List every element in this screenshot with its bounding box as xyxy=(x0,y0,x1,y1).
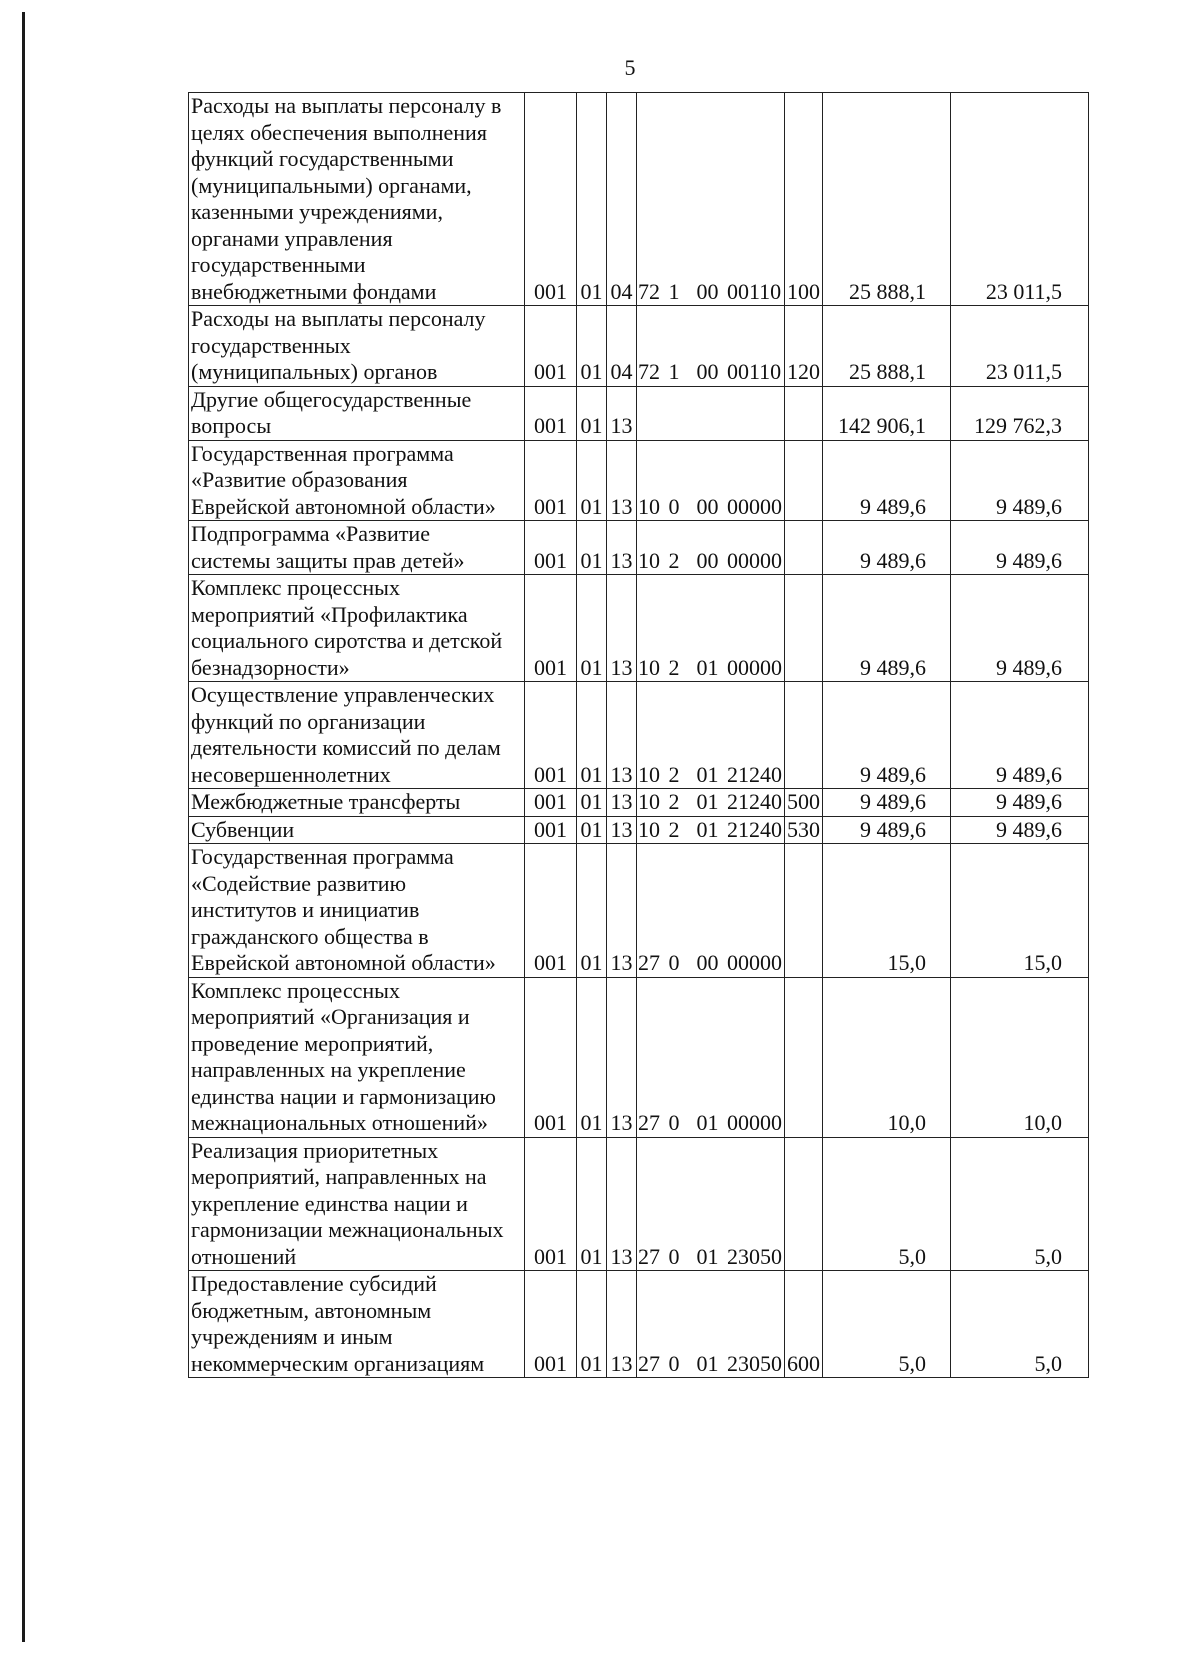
row-name-cell: Комплекс процессных мероприятий «Профилактика социального сиротства и детской безнадзорности» xyxy=(189,575,525,682)
row-amount-1-cell: 142 906,1 xyxy=(823,386,951,440)
row-gr-cell: 001 xyxy=(525,440,577,521)
row-amount-2-cell: 9 489,6 xyxy=(951,816,1089,844)
row-vr-cell: 120 xyxy=(785,306,823,387)
row-gr-cell: 001 xyxy=(525,816,577,844)
row-vr-cell xyxy=(785,440,823,521)
table-row xyxy=(189,440,1089,521)
row-csr-cell: 72 1 00 00110 xyxy=(637,306,785,387)
row-csr-cell: 10 2 01 21240 xyxy=(637,816,785,844)
row-vr-cell xyxy=(785,682,823,789)
table-row xyxy=(189,386,1089,440)
row-amount-1-cell: 15,0 xyxy=(823,844,951,978)
row-name-cell: Осуществление управленческих функций по организации деятельности комиссий по делам несовершеннолетних xyxy=(189,682,525,789)
row-amount-2-cell: 15,0 xyxy=(951,844,1089,978)
page-number: 5 xyxy=(624,55,636,80)
row-gr-cell: 001 xyxy=(525,575,577,682)
row-amount-1-cell: 5,0 xyxy=(823,1271,951,1378)
table-row xyxy=(189,977,1089,1137)
row-amount-2-cell: 129 762,3 xyxy=(951,386,1089,440)
row-csr-cell xyxy=(637,386,785,440)
row-rz-cell: 01 xyxy=(577,386,607,440)
row-rz-cell: 01 xyxy=(577,521,607,575)
row-rz-cell: 01 xyxy=(577,93,607,306)
row-gr-cell: 001 xyxy=(525,386,577,440)
row-rz-cell: 01 xyxy=(577,844,607,978)
row-gr-cell: 001 xyxy=(525,789,577,817)
row-rz-cell: 01 xyxy=(577,440,607,521)
row-vr-cell: 100 xyxy=(785,93,823,306)
row-pr-cell: 13 xyxy=(607,977,637,1137)
row-name-cell: Подпрограмма «Развитие системы защиты прав детей» xyxy=(189,521,525,575)
table-row xyxy=(189,521,1089,575)
row-rz-cell: 01 xyxy=(577,1137,607,1271)
row-amount-2-cell: 9 489,6 xyxy=(951,682,1089,789)
row-amount-2-cell: 5,0 xyxy=(951,1137,1089,1271)
row-csr-cell: 10 0 00 00000 xyxy=(637,440,785,521)
row-amount-1-cell: 5,0 xyxy=(823,1137,951,1271)
row-pr-cell: 04 xyxy=(607,306,637,387)
row-vr-cell xyxy=(785,1137,823,1271)
row-name-cell: Другие общегосударственные вопросы xyxy=(189,386,525,440)
row-vr-cell xyxy=(785,521,823,575)
row-pr-cell: 13 xyxy=(607,440,637,521)
budget-table xyxy=(188,92,1089,1378)
table-row xyxy=(189,306,1089,387)
row-csr-cell: 27 0 01 23050 xyxy=(637,1137,785,1271)
row-pr-cell: 13 xyxy=(607,1271,637,1378)
row-vr-cell: 500 xyxy=(785,789,823,817)
row-amount-2-cell: 10,0 xyxy=(951,977,1089,1137)
row-vr-cell: 530 xyxy=(785,816,823,844)
row-amount-2-cell: 23 011,5 xyxy=(951,306,1089,387)
row-pr-cell: 13 xyxy=(607,521,637,575)
row-csr-cell: 27 0 01 23050 xyxy=(637,1271,785,1378)
row-csr-cell: 10 2 01 21240 xyxy=(637,682,785,789)
row-name-cell: Расходы на выплаты персоналу в целях обеспечения выполнения функций государственными (муниципальными) органами, казенными учреждениями, органами управления государственными внебюджетными фондами xyxy=(189,93,525,306)
row-csr-cell: 27 0 00 00000 xyxy=(637,844,785,978)
row-amount-1-cell: 25 888,1 xyxy=(823,93,951,306)
row-amount-1-cell: 10,0 xyxy=(823,977,951,1137)
row-pr-cell: 13 xyxy=(607,575,637,682)
row-amount-1-cell: 9 489,6 xyxy=(823,682,951,789)
row-rz-cell: 01 xyxy=(577,1271,607,1378)
row-gr-cell: 001 xyxy=(525,844,577,978)
row-amount-2-cell: 9 489,6 xyxy=(951,440,1089,521)
table-row xyxy=(189,93,1089,306)
table-row xyxy=(189,575,1089,682)
row-vr-cell xyxy=(785,386,823,440)
row-gr-cell: 001 xyxy=(525,977,577,1137)
table-row xyxy=(189,1271,1089,1378)
row-name-cell: Государственная программа «Развитие образования Еврейской автономной области» xyxy=(189,440,525,521)
row-gr-cell: 001 xyxy=(525,1271,577,1378)
row-amount-2-cell: 9 489,6 xyxy=(951,521,1089,575)
table-row xyxy=(189,1137,1089,1271)
row-gr-cell: 001 xyxy=(525,521,577,575)
row-csr-cell: 10 2 01 00000 xyxy=(637,575,785,682)
row-amount-1-cell: 9 489,6 xyxy=(823,816,951,844)
row-rz-cell: 01 xyxy=(577,575,607,682)
row-pr-cell: 13 xyxy=(607,789,637,817)
row-gr-cell: 001 xyxy=(525,682,577,789)
row-name-cell: Межбюджетные трансферты xyxy=(189,789,525,817)
row-amount-2-cell: 5,0 xyxy=(951,1271,1089,1378)
row-name-cell: Комплекс процессных мероприятий «Организация и проведение мероприятий, направленных на укрепление единства нации и гармонизацию межнациональных отношений» xyxy=(189,977,525,1137)
table-row xyxy=(189,682,1089,789)
row-pr-cell: 13 xyxy=(607,682,637,789)
row-pr-cell: 13 xyxy=(607,816,637,844)
row-gr-cell: 001 xyxy=(525,1137,577,1271)
row-amount-1-cell: 9 489,6 xyxy=(823,575,951,682)
row-amount-2-cell: 9 489,6 xyxy=(951,575,1089,682)
row-rz-cell: 01 xyxy=(577,816,607,844)
row-pr-cell: 13 xyxy=(607,1137,637,1271)
row-vr-cell: 600 xyxy=(785,1271,823,1378)
row-amount-1-cell: 9 489,6 xyxy=(823,521,951,575)
row-vr-cell xyxy=(785,575,823,682)
row-amount-1-cell: 25 888,1 xyxy=(823,306,951,387)
row-gr-cell: 001 xyxy=(525,93,577,306)
row-csr-cell: 10 2 01 21240 xyxy=(637,789,785,817)
row-gr-cell: 001 xyxy=(525,306,577,387)
table-row xyxy=(189,816,1089,844)
row-csr-cell: 10 2 00 00000 xyxy=(637,521,785,575)
row-vr-cell xyxy=(785,977,823,1137)
row-name-cell: Расходы на выплаты персоналу государственных (муниципальных) органов xyxy=(189,306,525,387)
row-rz-cell: 01 xyxy=(577,789,607,817)
row-amount-2-cell: 23 011,5 xyxy=(951,93,1089,306)
row-name-cell: Реализация приоритетных мероприятий, направленных на укрепление единства нации и гармонизации межнациональных отношений xyxy=(189,1137,525,1271)
row-amount-2-cell: 9 489,6 xyxy=(951,789,1089,817)
row-name-cell: Предоставление субсидий бюджетным, автономным учреждениям и иным некоммерческим организациям xyxy=(189,1271,525,1378)
table-row xyxy=(189,789,1089,817)
row-csr-cell: 72 1 00 00110 xyxy=(637,93,785,306)
row-rz-cell: 01 xyxy=(577,977,607,1137)
table-row xyxy=(189,844,1089,978)
row-rz-cell: 01 xyxy=(577,682,607,789)
row-vr-cell xyxy=(785,844,823,978)
row-name-cell: Субвенции xyxy=(189,816,525,844)
row-pr-cell: 04 xyxy=(607,93,637,306)
scan-border-line xyxy=(22,12,25,1642)
row-rz-cell: 01 xyxy=(577,306,607,387)
row-name-cell: Государственная программа «Содействие развитию институтов и инициатив гражданского общества в Еврейской автономной области» xyxy=(189,844,525,978)
row-amount-1-cell: 9 489,6 xyxy=(823,789,951,817)
table-body xyxy=(189,93,1089,1378)
row-csr-cell: 27 0 01 00000 xyxy=(637,977,785,1137)
row-pr-cell: 13 xyxy=(607,386,637,440)
row-amount-1-cell: 9 489,6 xyxy=(823,440,951,521)
row-pr-cell: 13 xyxy=(607,844,637,978)
